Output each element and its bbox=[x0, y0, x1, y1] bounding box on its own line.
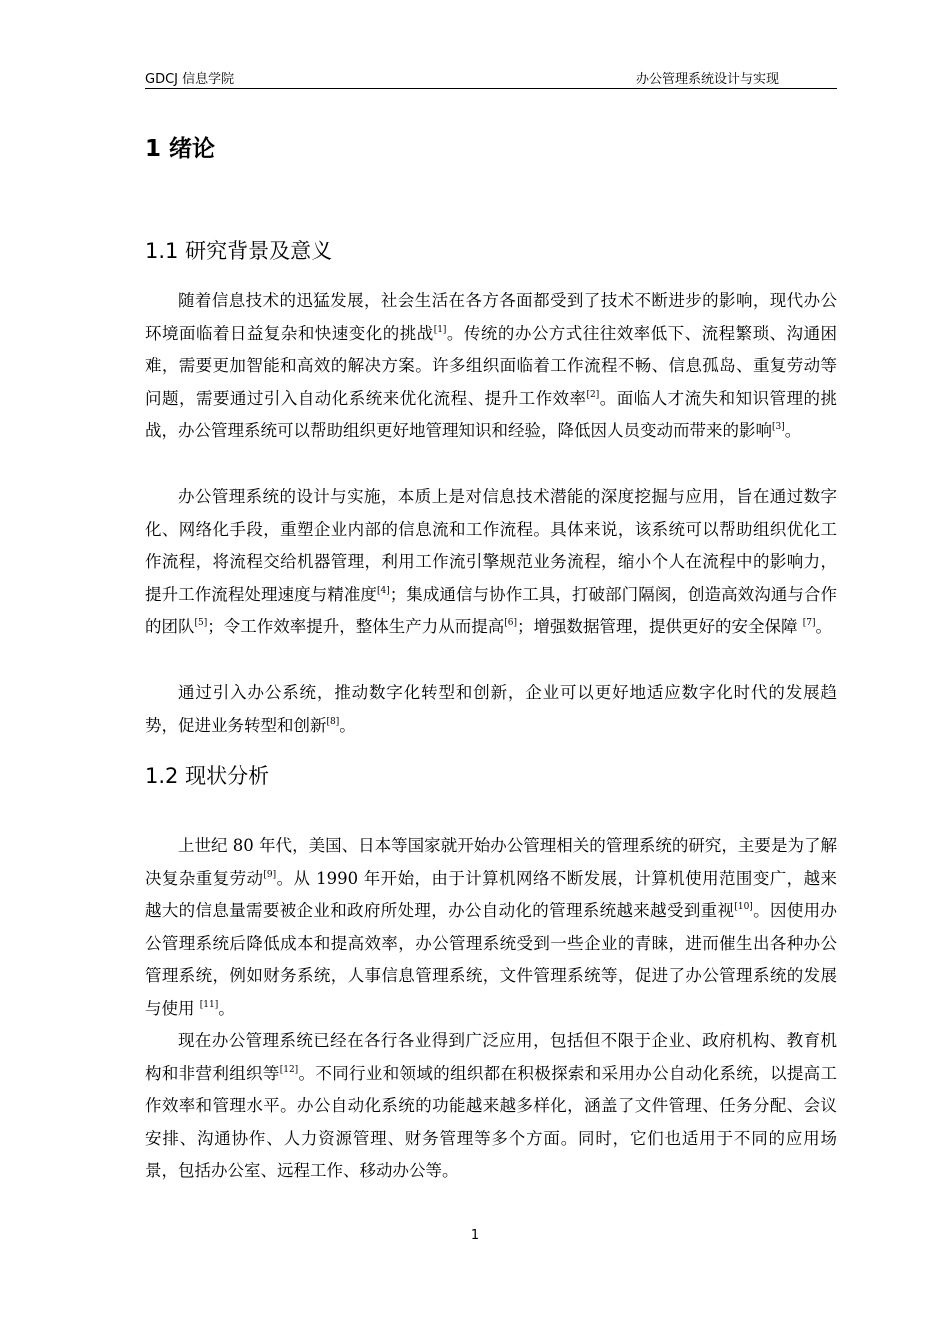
citation-ref: [1] bbox=[433, 324, 447, 335]
header-institution: GDCJ 信息学院 bbox=[145, 72, 235, 87]
paragraph-block bbox=[145, 677, 837, 742]
page-number: 1 bbox=[470, 1228, 480, 1243]
paragraph-block bbox=[145, 481, 837, 644]
section-title-1-1: 1.1 研究背景及意义 bbox=[145, 239, 333, 263]
header-thesis-title: 办公管理系统设计与实现 bbox=[635, 72, 779, 87]
paragraph-block bbox=[145, 285, 837, 448]
citation-ref: [3] bbox=[772, 422, 785, 433]
paragraph: 通过引入办公系统，推动数字化转型和创新，企业可以更好地适应数字化时代的发展趋势，促进业务转型和创新[8]。 bbox=[145, 683, 837, 735]
citation-ref: [7] bbox=[802, 618, 816, 629]
paragraph-block bbox=[145, 1025, 837, 1188]
citation-ref: [12] bbox=[279, 1064, 299, 1075]
citation-ref: [5] bbox=[194, 618, 208, 629]
citation-ref: [11] bbox=[199, 999, 219, 1010]
citation-ref: [4] bbox=[376, 585, 390, 596]
paragraph: 办公管理系统的设计与实施，本质上是对信息技术潜能的深度挖掘与应用，旨在通过数字化、网络化手段，重塑企业内部的信息流和工作流程。具体来说，该系统可以帮助组织优化工作流程，将流程交给机器管理，利用工作流引擎规范业务流程，缩小个人在流程中的影响力，提升工作流程处理速度与精准度[4]；集成通信与协作工具，打破部门隔阂，创造高效沟通与合作的团队[5]；令工作效率提升，整体生产力从而提高[6]；增强数据管理，提供更好的安全保障 [7]。 bbox=[145, 487, 838, 637]
paragraph: 现在办公管理系统已经在各行各业得到广泛应用，包括但不限于企业、政府机构、教育机构和非营利组织等[12]。不同行业和领域的组织都在积极探索和采用办公自动化系统，以提高工作效率和管理水平。办公自动化系统的功能越来越多样化，涵盖了文件管理、任务分配、会议安排、沟通协作、人力资源管理、财务管理等多个方面。同时，它们也适用于不同的应用场景，包括办公室、远程工作、移动办公等。 bbox=[145, 1031, 837, 1181]
citation-ref: [6] bbox=[504, 618, 517, 629]
citation-ref: [2] bbox=[586, 389, 600, 400]
citation-ref: [9] bbox=[263, 869, 277, 880]
running-header bbox=[145, 68, 837, 89]
paragraph: 上世纪 80 年代，美国、日本等国家就开始办公管理相关的管理系统的研究，主要是为了解决复杂重复劳动[9]。从 1990 年开始，由于计算机网络不断发展，计算机使用范围变广，越来越大的信息量需要被企业和政府所处理，办公自动化的管理系统越来越受到重视[10]。因使用办公管理系统后降低成本和提高效率，办公管理系统受到一些企业的青睐，进而催生出各种办公管理系统，例如财务系统，人事信息管理系统，文件管理系统等，促进了办公管理系统的发展与使用 [11]。 bbox=[145, 836, 838, 1018]
paragraph-block bbox=[145, 830, 837, 1026]
section-title-1-2: 1.2 现状分析 bbox=[145, 764, 270, 788]
chapter-title: 1 绪论 bbox=[145, 136, 216, 162]
citation-ref: [10] bbox=[734, 902, 753, 913]
paragraph: 随着信息技术的迅猛发展，社会生活在各方各面都受到了技术不断进步的影响，现代办公环境面临着日益复杂和快速变化的挑战[1]。传统的办公方式往往效率低下、流程繁琐、沟通困难，需要更加智能和高效的解决方案。许多组织面临着工作流程不畅、信息孤岛、重复劳动等问题，需要通过引入自动化系统来优化流程、提升工作效率[2]。面临人才流失和知识管理的挑战，办公管理系统可以帮助组织更好地管理知识和经验，降低因人员变动而带来的影响[3]。 bbox=[145, 291, 838, 441]
citation-ref: [8] bbox=[326, 716, 340, 727]
